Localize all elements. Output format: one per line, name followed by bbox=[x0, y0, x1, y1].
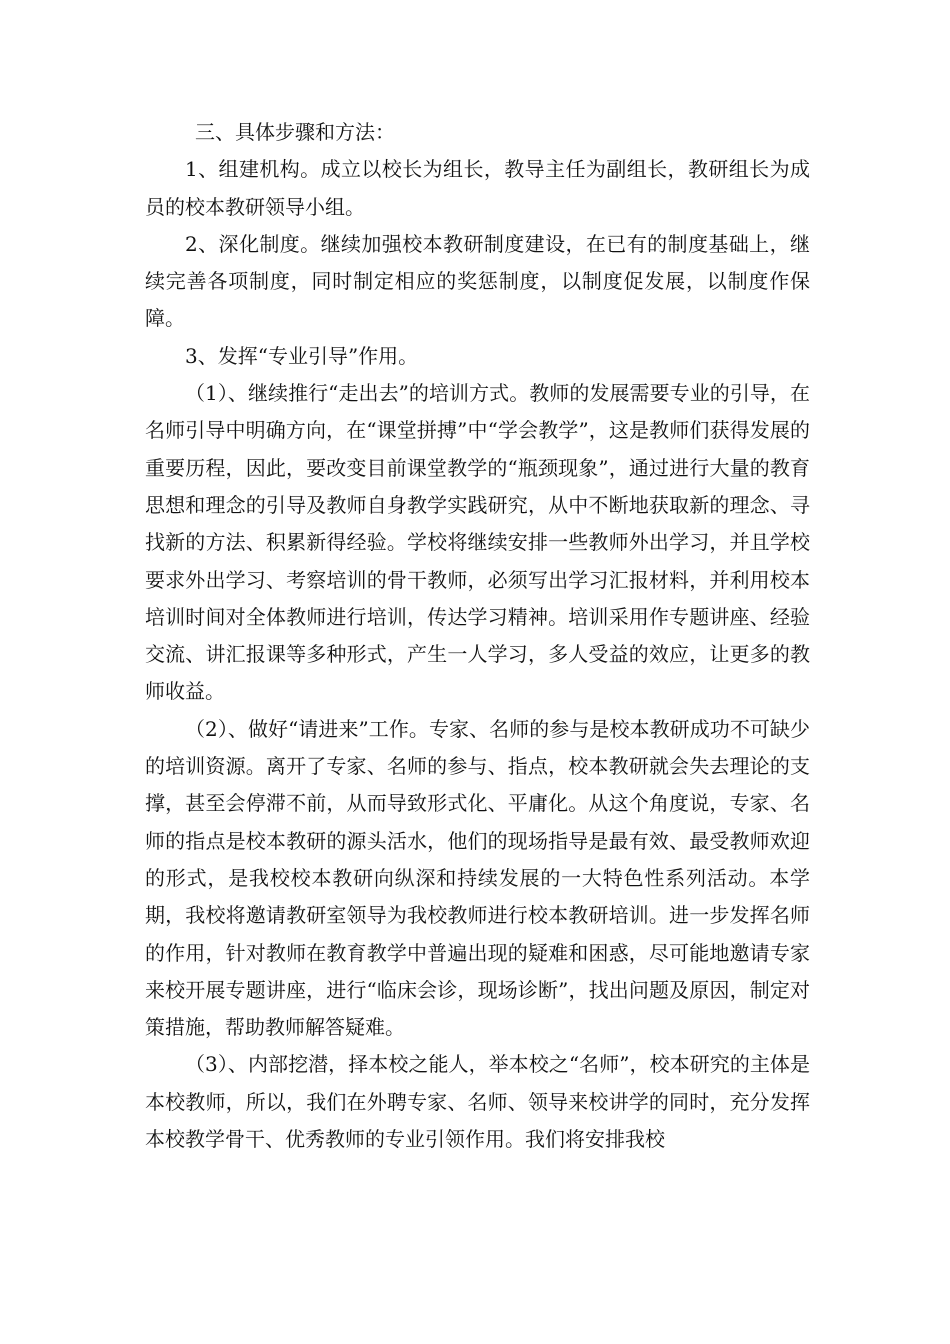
paragraph-invite-in: （2）、做好“请进来”工作。专家、名师的参与是校本教研成功不可缺少的培训资源。离开了专家、名师的参与、指点，校本教研就会失去理论的支撑，甚至会停滞不前，从而导致形式化、平庸化。从这个角度说，专家、名师的指点是校本教研的源头活水，他们的现场指导是最有效、最受教师欢迎的形式，是我校校本教研向纵深和持续发展的一大特色性系列活动。本学期，我校将邀请教研室领导为我校教师进行校本教研培训。进一步发挥名师的作用，针对教师在教育教学中普遍出现的疑难和困惑，尽可能地邀请专家来校开展专题讲座，进行“临床会诊，现场诊断”，找出问题及原因，制定对策措施，帮助教师解答疑难。 bbox=[145, 716, 810, 1040]
paragraph-go-out: （1）、继续推行“走出去”的培训方式。教师的发展需要专业的引导，在名师引导中明确方向，在“课堂拼搏”中“学会教学”，这是教师们获得发展的重要历程，因此，要改变目前课堂教学的“瓶颈现象”，通过进行大量的教育思想和理念的引导及教师自身教学实践研究，从中不断地获取新的理念、寻找新的方法、积累新得经验。学校将继续安排一些教师外出学习，并且学校要求外出学习、考察培训的骨干教师，必须写出学习汇报材料，并利用校本培训时间对全体教师进行培训，传达学习精神。培训采用作专题讲座、经验交流、讲汇报课等多种形式，产生一人学习，多人受益的效应，让更多的教师收益。 bbox=[145, 381, 810, 704]
paragraph-guidance: 3、发挥“专业引导”作用。 bbox=[185, 343, 419, 368]
paragraph-organize: 1、组建机构。成立以校长为组长，教导主任为副组长，教研组长为成员的校本教研领导小组。 bbox=[145, 157, 810, 219]
document-body bbox=[145, 114, 810, 1158]
paragraph-system: 2、深化制度。继续加强校本教研制度建设，在已有的制度基础上，继续完善各项制度，同时制定相应的奖惩制度，以制度促发展，以制度作保障。 bbox=[145, 231, 810, 331]
paragraph-internal: （3）、内部挖潜，择本校之能人，举本校之“名师”，校本研究的主体是本校教师，所以，我们在外聘专家、名师、领导来校讲学的同时，充分发挥本校教学骨干、优秀教师的专业引领作用。我们将安排我校 bbox=[145, 1052, 810, 1152]
section-heading: 三、具体步骤和方法： bbox=[195, 120, 395, 144]
